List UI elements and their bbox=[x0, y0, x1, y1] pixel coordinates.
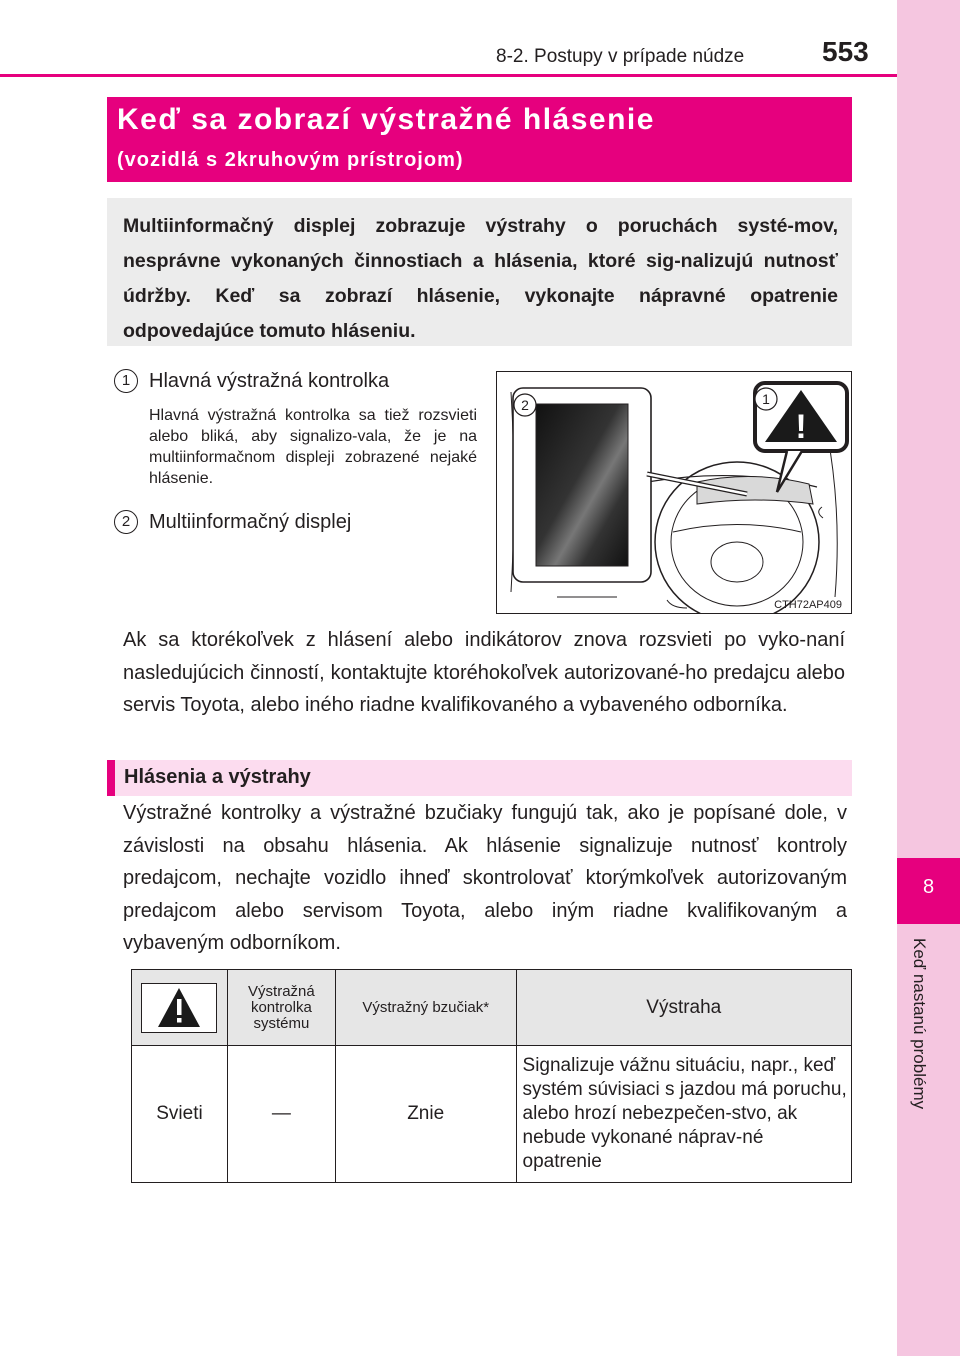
cell-warning: Signalizuje vážnu situáciu, napr., keď systém súvisiaci s jazdou má poruchu, alebo hrozí nebezpečen-stvo, ak nebude vykonané náprav-né opatrenie bbox=[516, 1046, 851, 1183]
figure-code: CTH72AP409 bbox=[774, 599, 842, 611]
paragraph-2: Výstražné kontrolky a výstražné bzučiaky fungujú tak, ako je popísané dole, v závislosti na obsahu hlásenia. Ak hlásenie signalizuje nutnosť kontroly predajcom, nechajte vozidlo ihneď skontrolovať ktorýmkoľvek autorizovaným predajcom alebo servisom Toyota, alebo iným riadne kvalifikovaným a vybaveným odborníkom. bbox=[123, 802, 847, 954]
header-buzzer: Výstražný bzučiak* bbox=[335, 970, 516, 1046]
warning-triangle-icon bbox=[142, 984, 216, 1032]
cell-icon-state: Svieti bbox=[132, 1046, 228, 1183]
header-rule bbox=[0, 74, 897, 77]
dashboard-drawing bbox=[497, 372, 852, 614]
header-warning: Výstraha bbox=[516, 970, 851, 1046]
dash-line-right bbox=[827, 432, 837, 597]
cell-system-light: — bbox=[227, 1046, 335, 1183]
instrument-cluster bbox=[697, 476, 813, 504]
item-number-2: 2 bbox=[114, 510, 138, 534]
cell-buzzer: Znie bbox=[335, 1046, 516, 1183]
intro-text: Multiinformačný displej zobrazuje výstrahy o poruchách systé-mov, nesprávne vykonaných činnostiach a hlásenia, ktoré sig-nalizujú nutnosť údržby. Keď sa zobrazí hlásenie, vykonajte nápravné opatrenie odpovedajúce tomuto hláseniu. bbox=[123, 215, 838, 342]
figure-callout-1-number: 1 bbox=[762, 391, 770, 407]
warning-exclamation: ! bbox=[795, 408, 807, 446]
item-title-2: Multiinformačný displej bbox=[149, 511, 352, 533]
page-subtitle: (vozidlá s 2kruhovým prístrojom) bbox=[117, 149, 464, 171]
item-number-1: 1 bbox=[114, 369, 138, 393]
page-title: Keď sa zobrazí výstražné hlásenie bbox=[117, 103, 655, 136]
section-header: 8-2. Postupy v prípade núdze bbox=[496, 46, 745, 67]
item-description-1: Hlavná výstražná kontrolka sa tiež rozsvieti alebo bliká, aby signalizo-vala, že je na multiinformačnom displeji zobrazené nejaké hlásenie. bbox=[149, 407, 477, 487]
chapter-side-tab bbox=[897, 0, 960, 1356]
subsection-accent bbox=[107, 760, 115, 796]
item-title-1: Hlavná výstražná kontrolka bbox=[149, 370, 390, 392]
figure-callout-2-number: 2 bbox=[521, 397, 529, 413]
table-row bbox=[132, 1046, 852, 1183]
dash-vent bbox=[819, 507, 823, 518]
display-screen bbox=[536, 404, 628, 566]
table-header-row bbox=[132, 970, 852, 1046]
warning-table bbox=[131, 969, 852, 1183]
chapter-title: Keď nastanú problémy bbox=[910, 938, 929, 1110]
page-number: 553 bbox=[822, 36, 869, 67]
subsection-title: Hlásenia a výstrahy bbox=[124, 766, 311, 788]
chapter-number: 8 bbox=[922, 876, 935, 898]
steering-spoke bbox=[673, 525, 801, 533]
header-icon-cell bbox=[132, 970, 228, 1046]
paragraph-1: Ak sa ktorékoľvek z hlásení alebo indikátorov znova rozsvieti po vyko-naní nasledujúcich činností, kontaktujte ktoréhokoľvek autorizované-ho predajcu alebo servis Toyota, alebo iného riadne kvalifikovaného a vybaveného odborníka. bbox=[123, 629, 845, 716]
warning-icon-box bbox=[141, 983, 217, 1033]
steering-hub bbox=[711, 542, 763, 582]
dashboard-illustration bbox=[496, 371, 852, 614]
header-system-light: Výstražná kontrolka systému bbox=[227, 970, 335, 1046]
